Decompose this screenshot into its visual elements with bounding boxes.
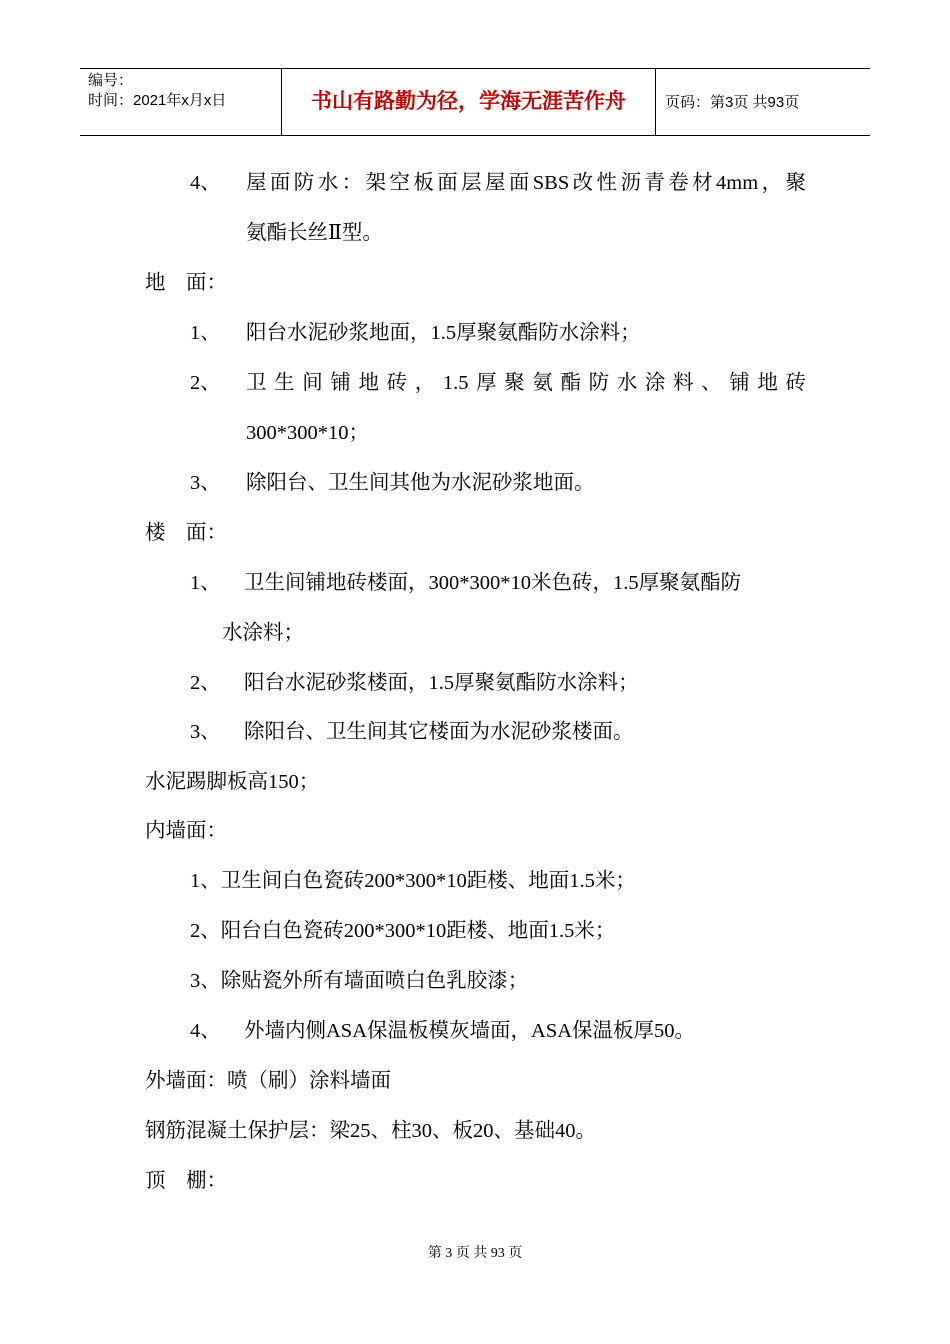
- list-item-upper-floor-1-cont: 水涂料；: [222, 622, 304, 644]
- section-heading-interior-wall: 内墙面：: [145, 820, 227, 842]
- page-footer: 第 3 页 共 93 页: [427, 1246, 523, 1261]
- header-motto: 书山有路勤为径，学海无涯苦作舟: [311, 90, 626, 113]
- list-item-interior-wall-2: 2、阳台白色瓷砖200*300*10距楼、地面1.5米；: [190, 920, 616, 942]
- list-item-upper-floor-2: 阳台水泥砂浆楼面，1.5厚聚氨酯防水涂料；: [244, 672, 639, 694]
- list-item-floor-2-cont: 300*300*10；: [246, 422, 369, 444]
- list-item-upper-floor-3: 除阳台、卫生间其它楼面为水泥砂浆楼面。: [244, 721, 634, 743]
- list-item-upper-floor-2-num: 2、: [190, 672, 221, 694]
- header-page-info: 页码：第3页 共93页: [665, 94, 800, 111]
- list-item-upper-floor-1-num: 1、: [190, 572, 221, 594]
- list-item-interior-wall-4-num: 4、: [190, 1020, 221, 1042]
- section-heading-upper-floor: 楼 面：: [145, 522, 227, 544]
- list-item-roof-waterproof: 屋面防水：架空板面层屋面SBS改性沥青卷材4mm，聚: [246, 172, 806, 194]
- list-item-interior-wall-3: 3、除贴瓷外所有墙面喷白色乳胶漆；: [190, 970, 529, 992]
- list-item-floor-1: 阳台水泥砂浆地面，1.5厚聚氨酯防水涂料；: [246, 322, 641, 344]
- list-item-interior-wall-1: 1、卫生间白色瓷砖200*300*10距楼、地面1.5米；: [190, 870, 636, 892]
- list-item-floor-2: 卫生间铺地砖，1.5厚聚氨酯防水涂料、铺地砖: [246, 372, 806, 394]
- list-item-upper-floor-1: 卫生间铺地砖楼面，300*300*10米色砖，1.5厚聚氨酯防: [244, 572, 742, 594]
- header-meta: [88, 71, 226, 111]
- paragraph-exterior-wall: 外墙面：喷（刷）涂料墙面: [145, 1070, 391, 1092]
- section-heading-ceiling: 顶 棚：: [145, 1170, 227, 1192]
- header-code-label: 编号：: [88, 72, 134, 89]
- header-divider-right: [655, 68, 656, 136]
- paragraph-skirting: 水泥踢脚板高150；: [145, 771, 320, 793]
- list-item-roof-waterproof-cont: 氨酯长丝Ⅱ型。: [246, 222, 383, 244]
- header-top-rule: [80, 68, 870, 69]
- list-item-interior-wall-4: 外墙内侧ASA保温板模灰墙面，ASA保温板厚50。: [244, 1020, 696, 1042]
- header-bottom-rule: [80, 135, 870, 136]
- paragraph-concrete-cover: 钢筋混凝土保护层：梁25、柱30、板20、基础40。: [145, 1120, 596, 1142]
- list-item-floor-3: 除阳台、卫生间其他为水泥砂浆地面。: [246, 472, 595, 494]
- list-item-roof-waterproof-num: 4、: [190, 172, 221, 194]
- list-item-floor-3-num: 3、: [190, 472, 221, 494]
- list-item-upper-floor-3-num: 3、: [190, 721, 221, 743]
- list-item-floor-2-num: 2、: [190, 372, 221, 394]
- header-time-label: 时间：2021年x月x日: [88, 92, 227, 109]
- section-heading-floor: 地 面：: [145, 272, 227, 294]
- list-item-floor-1-num: 1、: [190, 322, 221, 344]
